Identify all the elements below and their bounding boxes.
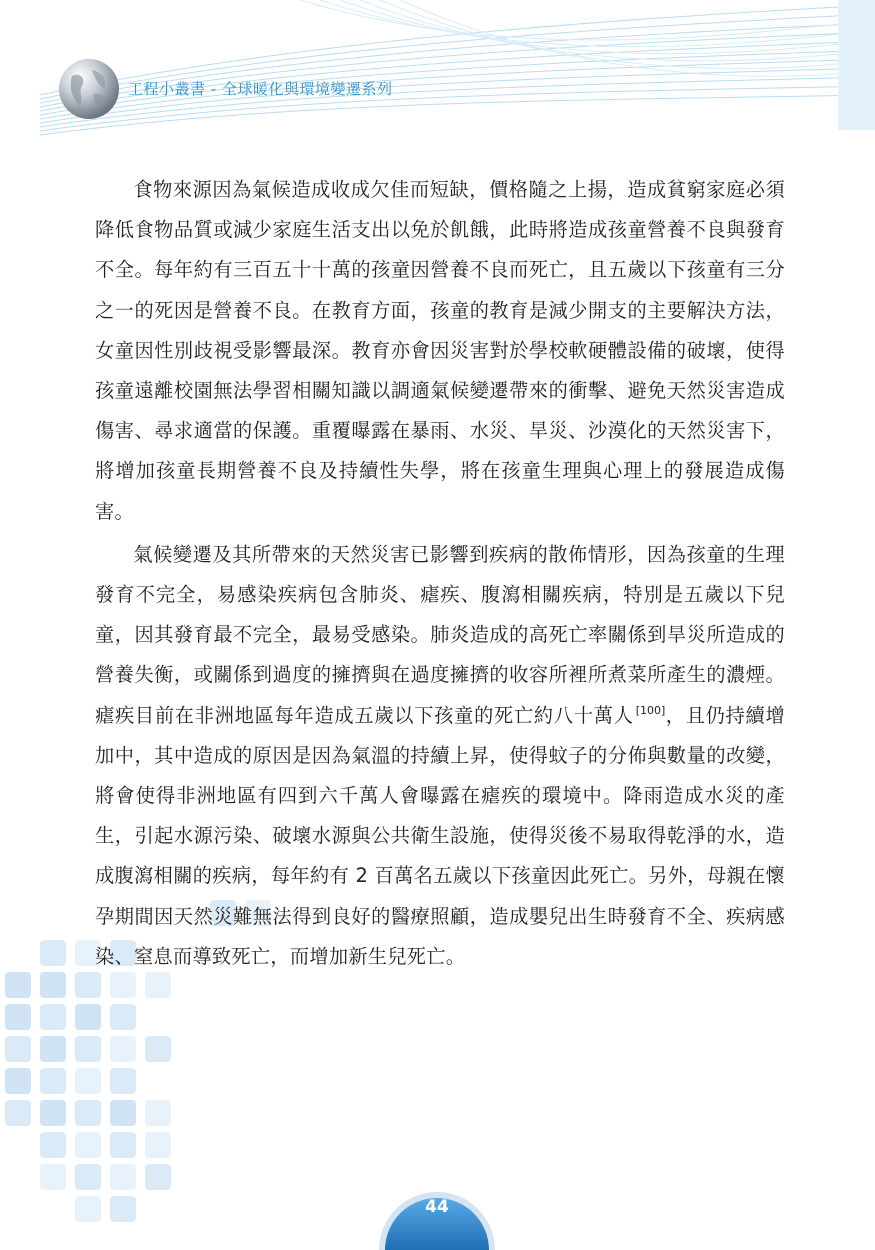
citation-ref: [100] <box>635 704 666 718</box>
body-paragraph-1: 食物來源因為氣候造成收成欠佳而短缺，價格隨之上揚，造成貧窮家庭必須降低食物品質或減少家庭生活支出以免於飢餓，此時將造成孩童營養不良與發育不全。每年約有三百五十十萬的孩童因營養不良而死亡，且五歲以下孩童有三分之一的死因是營養不良。在教育方面，孩童的教育是減少開支的主要解決方法，女童因性別歧視受影響最深。教育亦會因災害對於學校軟硬體設備的破壞，使得孩童遠離校園無法學習相關知識以調適氣候變遷帶來的衝擊、避免天然災害造成傷害、尋求適當的保護。重覆曝露在暴雨、水災、旱災、沙漠化的天然災害下，將增加孩童長期營養不良及持續性失學，將在孩童生理與心理上的發展造成傷害。 <box>95 178 785 523</box>
page-number: 44 <box>425 1197 449 1217</box>
globe-icon <box>58 58 120 120</box>
series-title: 工程小叢書 - 全球暖化與環境變遷系列 <box>128 80 393 98</box>
main-content <box>95 170 785 977</box>
body-paragraph-2 <box>95 535 785 977</box>
paragraph-2-text-b: ，且仍持續增加中，其中造成的原因是因為氣溫的持續上昇，使得蚊子的分佈與數量的改變，將會使得非洲地區有四到六千萬人會曝露在瘧疾的環境中。降雨造成水災的產生，引起水源污染、破壞水源與公共衛生設施，使得災後不易取得乾淨的水，造成腹瀉相關的疾病，每年約有 2 百萬名五歲以下孩童因此死亡。另外，母親在懷孕期間因天然災難無法得到良好的醫療照顧，造成嬰兒出生時發育不全、疾病感染、窒息而導致死亡，而增加新生兒死亡。 <box>95 703 785 968</box>
paragraph-2-text-a: 氣候變遷及其所帶來的天然災害已影響到疾病的散佈情形，因為孩童的生理發育不完全，易感染疾病包含肺炎、瘧疾、腹瀉相關疾病，特別是五歲以下兒童，因其發育最不完全，最易受感染。肺炎造成的高死亡率關係到旱災所造成的營養失衡，或關係到過度的擁擠與在過度擁擠的收容所裡所煮菜所產生的濃煙。瘧疾目前在非洲地區每年造成五歲以下孩童的死亡約八十萬人 <box>95 542 785 727</box>
